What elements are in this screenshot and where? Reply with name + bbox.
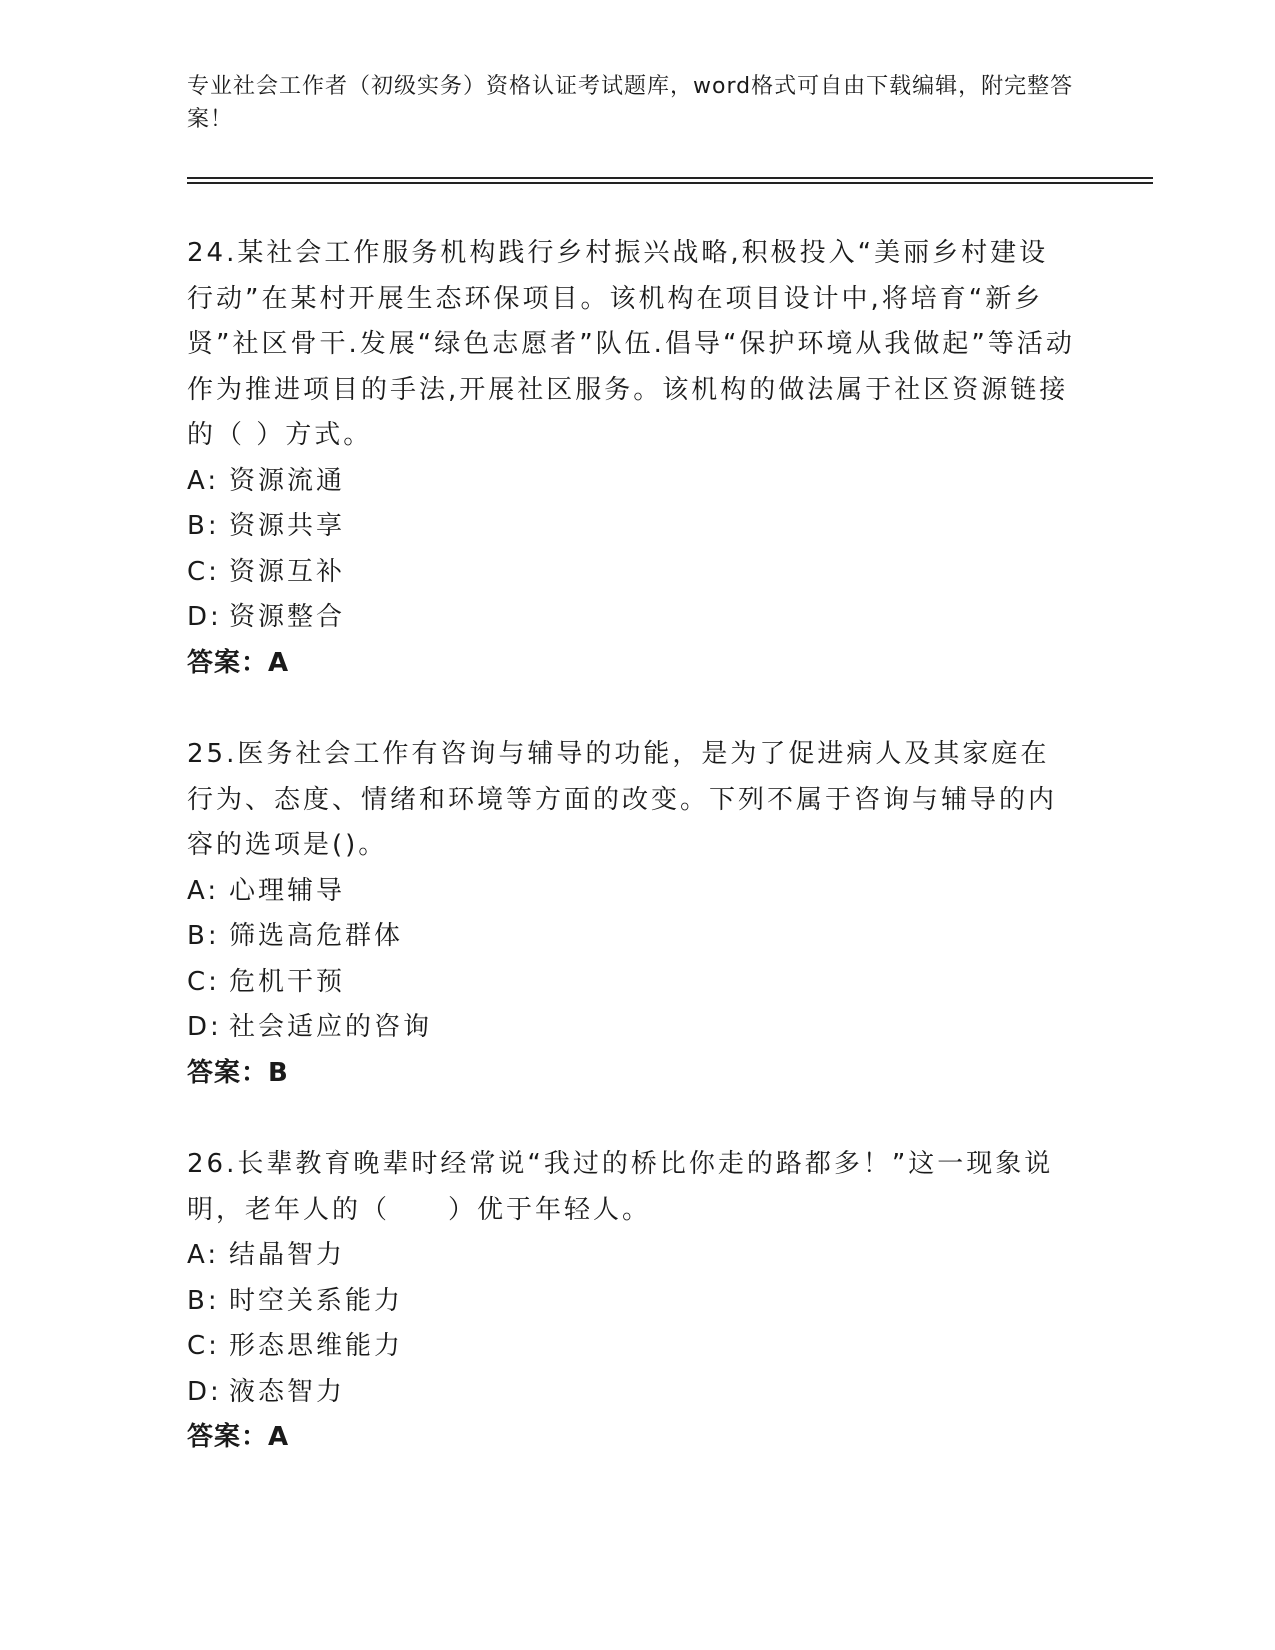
option-key: A: [187, 875, 220, 906]
question-25 [187, 732, 1077, 1096]
option-text: 资源互补 [229, 556, 346, 587]
question-24 [187, 231, 1077, 686]
question-list [187, 231, 1077, 1507]
question-stem: 25.医务社会工作有咨询与辅导的功能，是为了促进病人及其家庭在行为、态度、情绪和环境等方面的改变。下列不属于咨询与辅导的内容的选项是()。 [187, 739, 1058, 860]
option-text: 筛选高危群体 [229, 921, 404, 951]
option-b [187, 504, 1077, 550]
option-key: D: [187, 602, 222, 632]
option-d [187, 595, 1077, 641]
option-text: 形态思维能力 [229, 1331, 404, 1361]
header-divider-top [187, 177, 1153, 179]
option-d [187, 1370, 1077, 1416]
option-text: 时空关系能力 [229, 1285, 404, 1316]
option-key: B: [187, 1285, 220, 1316]
option-text: 危机干预 [229, 966, 346, 997]
option-key: B: [187, 511, 220, 541]
option-key: C: [187, 1331, 220, 1361]
option-d [187, 1005, 1077, 1051]
question-26 [187, 1142, 1077, 1461]
option-key: C: [187, 966, 220, 997]
option-a [187, 459, 1077, 505]
option-a [187, 1233, 1077, 1279]
question-stem: 24.某社会工作服务机构践行乡村振兴战略,积极投入“美丽乡村建设行动”在某村开展生态环保项目。该机构在项目设计中,将培育“新乡贤”社区骨干.发展“绿色志愿者”队伍.倡导“保护环境从我做起”等活动作为推进项目的手法,开展社区服务。该机构的做法属于社区资源链接的（ ）方式。 [187, 238, 1075, 450]
option-key: A: [187, 1240, 220, 1270]
option-key: B: [187, 921, 220, 951]
option-key: A: [187, 465, 220, 496]
option-text: 资源整合 [229, 602, 346, 632]
option-key: C: [187, 556, 220, 587]
option-text: 液态智力 [229, 1376, 346, 1407]
option-c [187, 550, 1077, 596]
answer: 答案：A [187, 647, 290, 678]
option-a [187, 869, 1077, 915]
question-stem: 26.长辈教育晚辈时经常说“我过的桥比你走的路都多！”这一现象说明，老年人的（ ）优于年轻人。 [187, 1149, 1054, 1225]
option-b [187, 1279, 1077, 1325]
option-c [187, 1324, 1077, 1370]
header-divider-bottom [187, 182, 1153, 184]
option-text: 心理辅导 [229, 875, 346, 906]
option-b [187, 914, 1077, 960]
option-key: D: [187, 1376, 222, 1407]
answer: 答案：B [187, 1057, 289, 1088]
option-text: 资源流通 [229, 465, 346, 496]
option-text: 社会适应的咨询 [229, 1012, 433, 1042]
answer: 答案：A [187, 1422, 290, 1452]
option-key: D: [187, 1012, 222, 1042]
option-text: 结晶智力 [229, 1240, 346, 1270]
option-c [187, 960, 1077, 1006]
page-header: 专业社会工作者（初级实务）资格认证考试题库，word格式可自由下载编辑，附完整答案！ [187, 74, 1074, 132]
option-text: 资源共享 [229, 511, 346, 541]
